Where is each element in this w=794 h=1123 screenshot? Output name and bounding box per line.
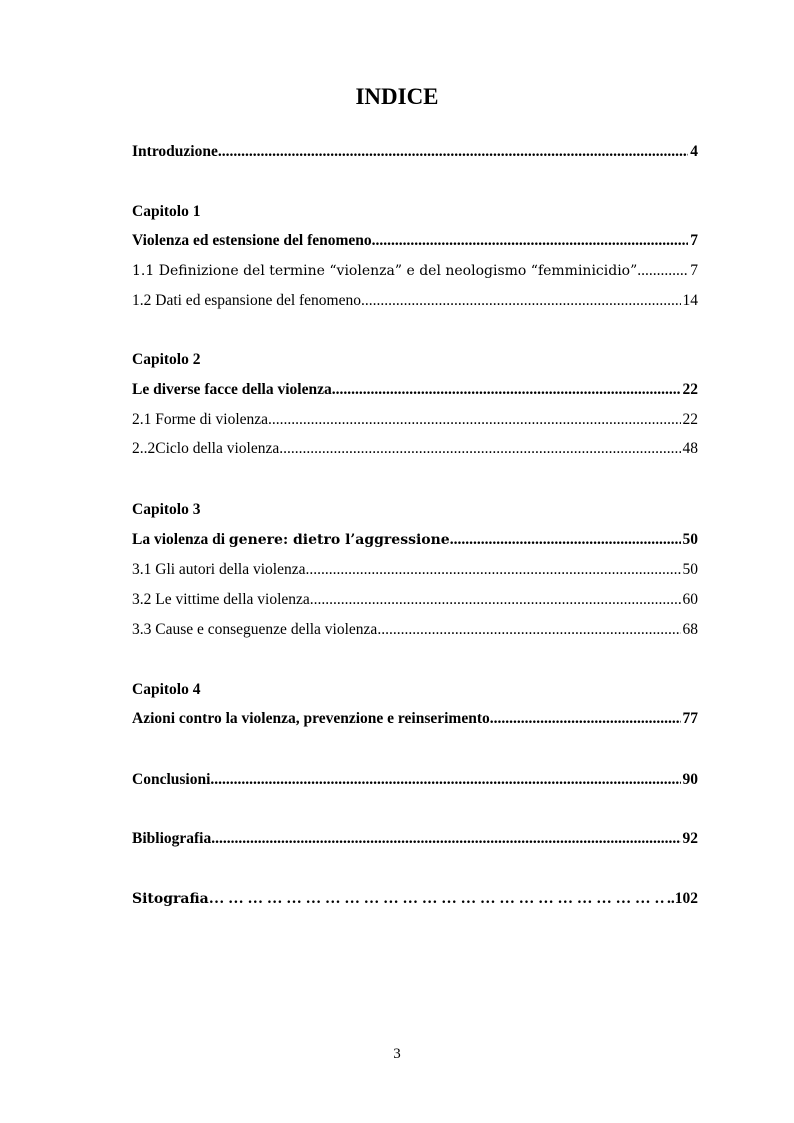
toc-page: 7 [690,262,698,279]
toc-label: Conclusioni [132,771,211,788]
chapter-heading-3: Capitolo 3 [132,501,201,518]
toc-label: 3.2 Le vittime della violenza [132,591,310,608]
toc-label: 2..2Ciclo della violenza [132,440,280,457]
toc-entry-conclusioni[interactable] [132,770,698,790]
toc-page: 50 [682,561,698,578]
toc-page: 60 [682,591,698,608]
toc-leader [377,620,680,640]
toc-leader [268,410,680,430]
toc-label: 3.3 Cause e conseguenze della violenza [132,621,378,638]
toc-entry-3-1[interactable] [132,560,698,580]
chapter-heading-4: Capitolo 4 [132,681,201,698]
toc-page: 22 [682,411,698,428]
toc-leader [450,530,681,550]
toc-page: 77 [682,710,698,727]
toc-leader [372,231,689,251]
toc-entry-1-1[interactable] [132,261,698,281]
toc-entry-bibliografia[interactable] [132,829,698,849]
toc-leader [279,439,680,459]
page-title: INDICE [355,84,439,109]
toc-leader [490,709,681,729]
toc-entry-2-2[interactable] [132,439,698,459]
toc-label: Violenza ed estensione del fenomeno [132,232,372,249]
toc-label: 1.2 Dati ed espansione del fenomeno [132,292,361,309]
toc-label: 1.1 Definizione del termine “violenza” e del neologismo “femminicidio” [132,263,638,279]
toc-entry-cap3[interactable] [132,530,698,550]
toc-entry-3-2[interactable] [132,590,698,610]
toc-label [132,530,450,550]
toc-entry-introduzione[interactable] [132,142,698,162]
toc-page: 4 [690,143,698,160]
toc-label: Introduzione [132,143,218,160]
toc-label: Bibliografia [132,830,212,847]
toc-entry-sitografia[interactable] [132,889,698,909]
toc-page: 48 [682,440,698,457]
toc-leader [209,889,665,909]
toc-entry-cap1[interactable] [132,231,698,251]
toc-entry-2-1[interactable] [132,410,698,430]
toc-label: 2.1 Forme di violenza [132,411,269,428]
toc-leader [211,829,680,849]
page-number: 3 [393,1046,401,1062]
toc-page: 50 [682,531,698,548]
toc-leader [310,590,681,610]
toc-entry-1-2[interactable] [132,291,698,311]
toc-page: ..102 [667,890,698,907]
toc-label-part-a: La violenza di [132,531,229,548]
toc-entry-3-3[interactable] [132,620,698,640]
toc-label-part-b: genere: dietro l’aggressione [228,532,450,548]
toc-page: 14 [682,292,698,309]
toc-leader [637,261,688,281]
chapter-heading-2: Capitolo 2 [132,351,201,368]
toc-leader [218,142,688,162]
toc-leader [305,560,680,580]
toc-page: 68 [682,621,698,638]
toc-leader [210,770,680,790]
toc-page: 7 [690,232,698,249]
toc-page: 92 [682,830,698,847]
toc-label: 3.1 Gli autori della violenza [132,561,306,578]
toc-label: Azioni contro la violenza, prevenzione e reinserimento [132,710,490,727]
toc-page: 90 [682,771,698,788]
toc-entry-cap2[interactable] [132,380,698,400]
toc-label: Sitografia [132,891,209,907]
toc-leader [332,380,681,400]
toc-entry-cap4[interactable] [132,709,698,729]
toc-label: Le diverse facce della violenza [132,381,332,398]
chapter-heading-1: Capitolo 1 [132,203,201,220]
toc-leader [361,291,681,311]
toc-page: 22 [682,381,698,398]
